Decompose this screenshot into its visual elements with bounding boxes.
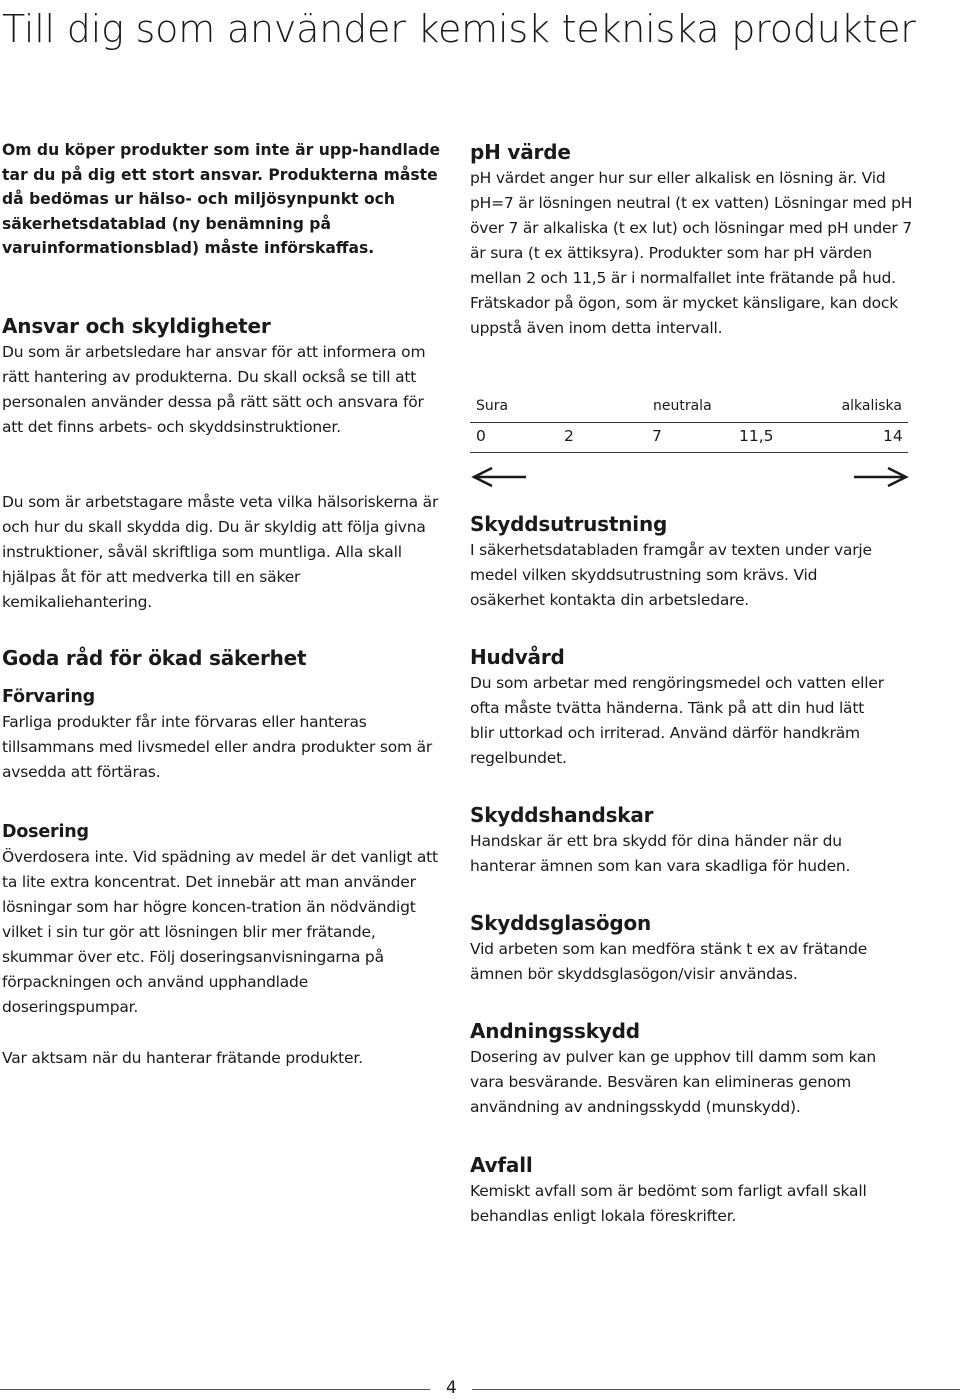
ph-number-7: 7	[652, 427, 662, 445]
intro-bold-paragraph: Om du köper produkter som inte är upp-handlade tar du på dig ett stort ansvar. Produkterna måste då bedömas ur hälso- och miljösynpunkt och säkerhetsdatablad (ny benämning på varuinformationsblad) måste införskaffas.	[2, 141, 441, 257]
caution-block	[2, 1046, 447, 1071]
ph-label-sura: Sura	[476, 398, 509, 414]
ansvar-section	[2, 312, 447, 440]
ph-number-2: 2	[564, 427, 574, 445]
goda-rad-heading: Goda råd för ökad säkerhet	[2, 646, 307, 670]
avfall-heading: Avfall	[470, 1153, 533, 1177]
page-number: 4	[446, 1378, 457, 1398]
skyddshandskar-text: Handskar är ett bra skydd för dina händer när du hanterar ämnen som kan vara skadliga för huden.	[470, 832, 851, 875]
ansvar-heading: Ansvar och skyldigheter	[2, 314, 271, 338]
ph-heading: pH värde	[470, 140, 571, 164]
ph-label-neutrala: neutrala	[653, 398, 712, 414]
skyddsutrustning-heading: Skyddsutrustning	[470, 512, 668, 536]
ph-number-0: 0	[476, 427, 486, 445]
ph-scale-top-rule	[470, 422, 908, 423]
dosering-text: Överdosera inte. Vid spädning av medel är det vanligt att ta lite extra koncentrat. Det innebär att man använder lösningar som har högre koncen-tration än nödvändigt vilket i sin tur gör att lösningen blir mer frätande, skummar över etc. Följ doseringsanvisningarna på förpackningen och använd upphandlade doseringspumpar.	[2, 848, 438, 1016]
ph-scale-arrows	[470, 462, 910, 492]
forvaring-heading: Förvaring	[2, 687, 95, 707]
section-skyddsglasogon	[470, 909, 940, 987]
skyddsutrustning-text: I säkerhetsdatabladen framgår av texten under varje medel vilken skyddsutrustning som krävs. Vid osäkerhet kontakta din arbetsledare.	[470, 541, 872, 609]
ansvar-paragraph-2-block	[2, 490, 447, 615]
skyddshandskar-heading: Skyddshandskar	[470, 803, 654, 827]
andningsskydd-text: Dosering av pulver kan ge upphov till damm som kan vara besvärande. Besvären kan elimineras genom användning av andningsskydd (munskydd).	[470, 1048, 877, 1116]
footer-line-left	[0, 1389, 430, 1390]
section-skyddsutrustning	[470, 510, 940, 613]
skyddsglasogon-heading: Skyddsglasögon	[470, 911, 652, 935]
ph-scale-labels	[476, 398, 902, 420]
ansvar-paragraph-1: Du som är arbetsledare har ansvar för att informera om rätt hantering av produkterna. Du skall också se till att personalen använder dessa på rätt sätt och ansvara för att det finns arbets- och skyddsinstruktioner.	[2, 343, 426, 436]
forvaring-text: Farliga produkter får inte förvaras eller hanteras tillsammans med livsmedel eller andra produkter som är avsedda att förtäras.	[2, 713, 433, 781]
arrow-right-icon	[854, 468, 906, 486]
section-hudvard	[470, 643, 940, 771]
footer-line-right	[472, 1389, 960, 1390]
dosering-heading: Dosering	[2, 822, 89, 842]
hudvard-heading: Hudvård	[470, 645, 565, 669]
section-andningsskydd	[470, 1017, 940, 1120]
andningsskydd-heading: Andningsskydd	[470, 1019, 640, 1043]
ph-text: pH värdet anger hur sur eller alkalisk en lösning är. Vid pH=7 är lösningen neutral (t ex vatten) Lösningar med pH över 7 är alkaliska (t ex lut) och lösningar med pH under 7 är sura (t ex ättiksyra). Produkter som har pH värden mellan 2 och 11,5 är i normalfallet inte frätande på hud. Frätskador på ögon, som är mycket känsligare, kan dock uppstå även inom detta intervall.	[470, 169, 913, 337]
ansvar-paragraph-2: Du som är arbetstagare måste veta vilka hälsoriskerna är och hur du skall skydda dig. Du är skyldig att följa givna instruktioner, såväl skriftliga som muntliga. Alla skall hjälpas åt för att medverka till en säker kemikaliehantering.	[2, 493, 439, 611]
dosering-section	[2, 819, 447, 1020]
ph-number-11-5: 11,5	[739, 427, 774, 445]
caution-text: Var aktsam när du hanterar frätande produkter.	[2, 1049, 363, 1067]
section-avfall	[470, 1151, 940, 1229]
goda-rad-section	[2, 644, 447, 785]
skyddsglasogon-text: Vid arbeten som kan medföra stänk t ex av frätande ämnen bör skyddsglasögon/visir användas.	[470, 940, 868, 983]
section-skyddshandskar	[470, 801, 940, 879]
avfall-text: Kemiskt avfall som är bedömt som farligt avfall skall behandlas enligt lokala föreskrifter.	[470, 1182, 867, 1225]
ph-section	[470, 138, 940, 341]
ph-scale-numbers	[476, 427, 906, 451]
ph-scale-bottom-rule	[470, 452, 908, 453]
hudvard-text: Du som arbetar med rengöringsmedel och vatten eller ofta måste tvätta händerna. Tänk på att din hud lätt blir uttorkad och irriterad. Använd därför handkräm regelbundet.	[470, 674, 884, 767]
ph-label-alkaliska: alkaliska	[841, 398, 902, 414]
ph-number-14: 14	[883, 427, 903, 445]
page-title: Till dig som använder kemisk tekniska produkter	[2, 7, 916, 51]
arrow-left-icon	[474, 468, 526, 486]
